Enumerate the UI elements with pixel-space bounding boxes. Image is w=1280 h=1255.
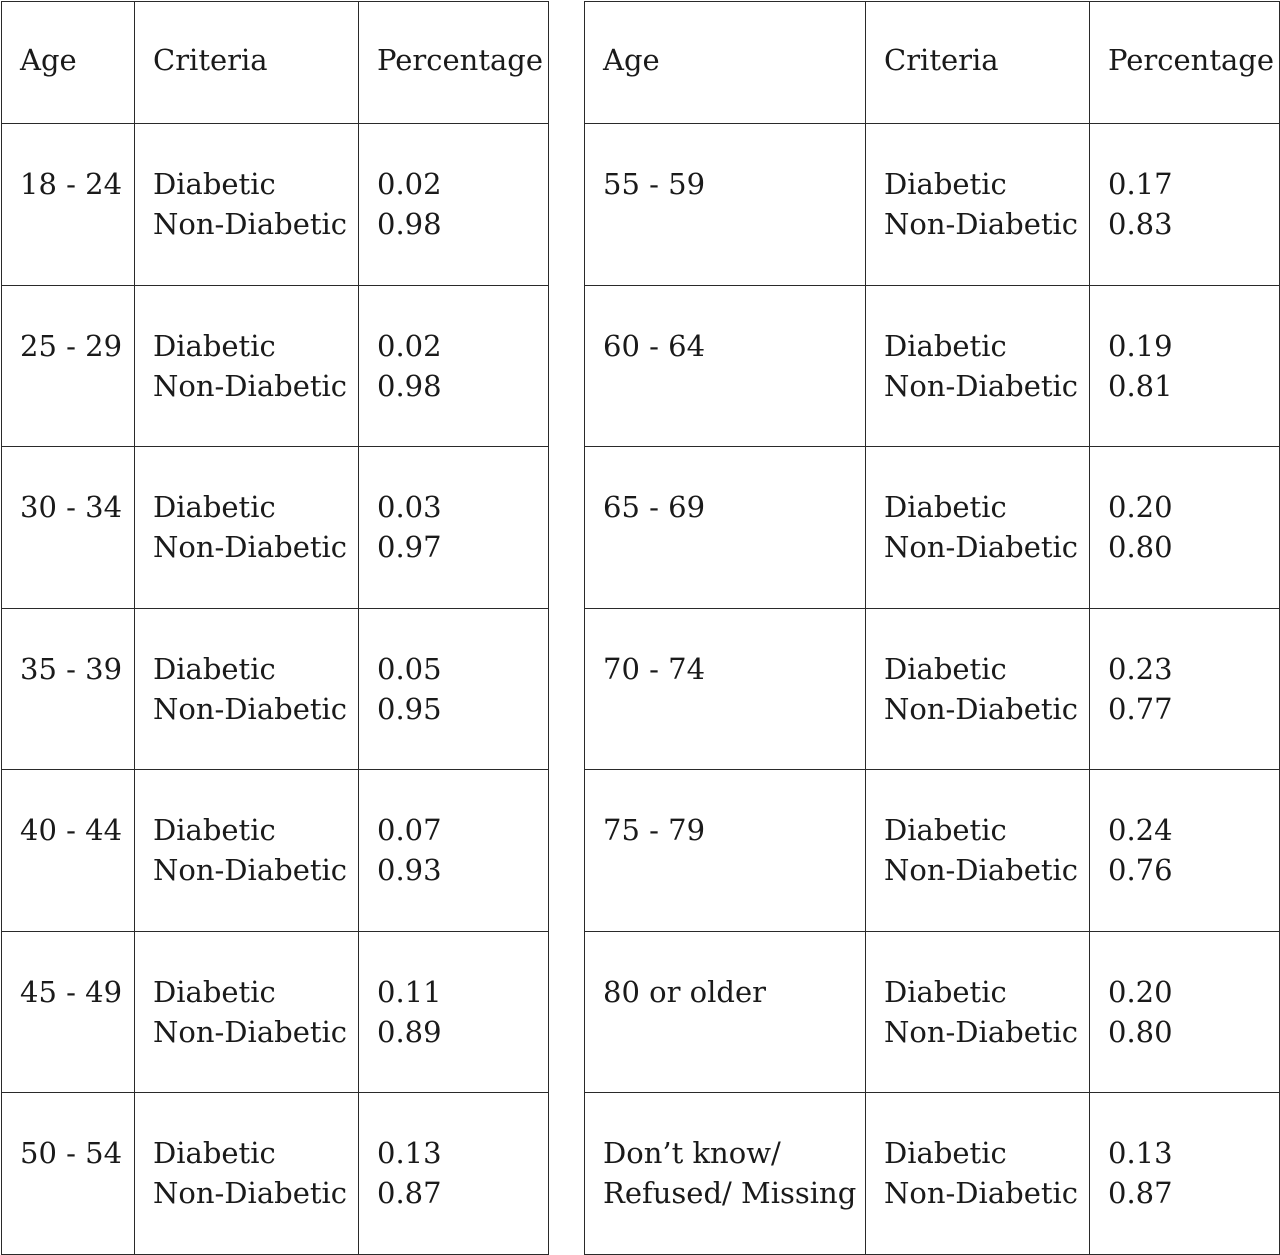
criteria-diabetic: Diabetic — [153, 490, 276, 524]
criteria-cell — [135, 770, 359, 932]
table-row — [585, 285, 1280, 447]
table-row — [2, 931, 549, 1093]
criteria-cell — [135, 124, 359, 286]
criteria-diabetic: Diabetic — [884, 328, 1007, 363]
age-cell: 75 - 79 — [585, 770, 866, 932]
criteria-non-diabetic: Non-Diabetic — [884, 853, 1079, 887]
criteria-diabetic: Diabetic — [884, 974, 1007, 1009]
percentage-cell — [1090, 770, 1280, 932]
percentage-diabetic: 0.02 — [377, 328, 442, 363]
age-cell: 40 - 44 — [2, 770, 135, 932]
table-row — [2, 770, 549, 932]
criteria-non-diabetic: Non-Diabetic — [884, 1176, 1079, 1210]
criteria-cell — [135, 447, 359, 609]
criteria-non-diabetic: Non-Diabetic — [153, 691, 348, 726]
criteria-non-diabetic: Non-Diabetic — [884, 691, 1079, 726]
percentage-cell — [359, 931, 549, 1093]
percentage-cell — [1090, 1093, 1280, 1255]
percentage-cell — [1090, 285, 1280, 447]
age-cell: 60 - 64 — [585, 285, 866, 447]
percentage-diabetic: 0.11 — [377, 974, 442, 1009]
age-cell: 80 or older — [585, 931, 866, 1093]
percentage-non-diabetic: 0.98 — [377, 368, 442, 403]
age-cell: 30 - 34 — [2, 447, 135, 609]
criteria-non-diabetic: Non-Diabetic — [153, 207, 348, 241]
left-table-body — [2, 124, 549, 1255]
percentage-diabetic: 0.13 — [1108, 1136, 1173, 1170]
right-table — [584, 1, 1280, 1255]
percentage-cell — [1090, 124, 1280, 286]
age-cell: 65 - 69 — [585, 447, 866, 609]
criteria-cell — [135, 285, 359, 447]
criteria-cell — [866, 447, 1090, 609]
criteria-diabetic: Diabetic — [884, 813, 1007, 847]
criteria-non-diabetic: Non-Diabetic — [153, 530, 348, 564]
criteria-diabetic: Diabetic — [884, 651, 1007, 686]
criteria-cell — [866, 285, 1090, 447]
percentage-cell — [359, 608, 549, 770]
criteria-diabetic: Diabetic — [153, 974, 276, 1009]
header-age: Age — [2, 2, 135, 124]
percentage-diabetic: 0.24 — [1108, 813, 1173, 847]
percentage-non-diabetic: 0.87 — [1108, 1176, 1173, 1210]
percentage-diabetic: 0.23 — [1108, 651, 1173, 686]
percentage-non-diabetic: 0.87 — [377, 1176, 442, 1210]
table-row — [2, 124, 549, 286]
percentage-non-diabetic: 0.80 — [1108, 1014, 1173, 1049]
criteria-diabetic: Diabetic — [884, 167, 1007, 201]
right-table-body — [585, 124, 1280, 1255]
percentage-cell — [359, 1093, 549, 1255]
table-row — [585, 447, 1280, 609]
left-table — [1, 1, 549, 1255]
table-row — [2, 1093, 549, 1255]
criteria-non-diabetic: Non-Diabetic — [884, 207, 1079, 241]
criteria-non-diabetic: Non-Diabetic — [884, 1014, 1079, 1049]
percentage-diabetic: 0.02 — [377, 167, 442, 201]
percentage-non-diabetic: 0.80 — [1108, 530, 1173, 564]
criteria-diabetic: Diabetic — [153, 167, 276, 201]
age-cell: 50 - 54 — [2, 1093, 135, 1255]
percentage-diabetic: 0.05 — [377, 651, 442, 686]
age-cell: 70 - 74 — [585, 608, 866, 770]
criteria-diabetic: Diabetic — [884, 490, 1007, 524]
age-cell: 45 - 49 — [2, 931, 135, 1093]
age-cell: Don’t know/ Refused/ Missing — [585, 1093, 866, 1255]
age-cell: 35 - 39 — [2, 608, 135, 770]
criteria-diabetic: Diabetic — [153, 813, 276, 847]
criteria-cell — [135, 1093, 359, 1255]
percentage-diabetic: 0.17 — [1108, 167, 1173, 201]
percentage-non-diabetic: 0.93 — [377, 853, 442, 887]
percentage-diabetic: 0.07 — [377, 813, 442, 847]
percentage-diabetic: 0.03 — [377, 490, 442, 524]
table-row — [2, 447, 549, 609]
table-row — [585, 124, 1280, 286]
criteria-cell — [866, 1093, 1090, 1255]
criteria-cell — [866, 770, 1090, 932]
criteria-non-diabetic: Non-Diabetic — [884, 368, 1079, 403]
percentage-diabetic: 0.20 — [1108, 974, 1173, 1009]
percentage-cell — [359, 447, 549, 609]
table-row — [585, 770, 1280, 932]
percentage-cell — [359, 285, 549, 447]
percentage-non-diabetic: 0.89 — [377, 1014, 442, 1049]
criteria-diabetic: Diabetic — [153, 328, 276, 363]
percentage-non-diabetic: 0.95 — [377, 691, 442, 726]
table-row — [2, 285, 549, 447]
header-row — [2, 2, 549, 124]
header-percentage: Percentage — [359, 2, 549, 124]
criteria-non-diabetic: Non-Diabetic — [153, 368, 348, 403]
percentage-non-diabetic: 0.77 — [1108, 691, 1173, 726]
criteria-non-diabetic: Non-Diabetic — [884, 530, 1079, 564]
criteria-non-diabetic: Non-Diabetic — [153, 1176, 348, 1210]
header-criteria: Criteria — [135, 2, 359, 124]
criteria-diabetic: Diabetic — [153, 1136, 276, 1170]
criteria-cell — [135, 608, 359, 770]
percentage-cell — [359, 770, 549, 932]
percentage-non-diabetic: 0.76 — [1108, 853, 1173, 887]
age-cell: 55 - 59 — [585, 124, 866, 286]
percentage-cell — [359, 124, 549, 286]
table-row — [585, 1093, 1280, 1255]
header-criteria: Criteria — [866, 2, 1090, 124]
table-row — [2, 608, 549, 770]
criteria-cell — [866, 931, 1090, 1093]
percentage-diabetic: 0.19 — [1108, 328, 1173, 363]
percentage-cell — [1090, 608, 1280, 770]
header-age: Age — [585, 2, 866, 124]
header-percentage: Percentage — [1090, 2, 1280, 124]
criteria-cell — [135, 931, 359, 1093]
percentage-non-diabetic: 0.98 — [377, 207, 442, 241]
criteria-cell — [866, 124, 1090, 286]
criteria-diabetic: Diabetic — [884, 1136, 1007, 1170]
percentage-diabetic: 0.13 — [377, 1136, 442, 1170]
percentage-non-diabetic: 0.81 — [1108, 368, 1173, 403]
criteria-non-diabetic: Non-Diabetic — [153, 1014, 348, 1049]
table-row — [585, 608, 1280, 770]
percentage-cell — [1090, 447, 1280, 609]
header-row — [585, 2, 1280, 124]
criteria-diabetic: Diabetic — [153, 651, 276, 686]
age-cell: 25 - 29 — [2, 285, 135, 447]
table-row — [585, 931, 1280, 1093]
percentage-diabetic: 0.20 — [1108, 490, 1173, 524]
criteria-non-diabetic: Non-Diabetic — [153, 853, 348, 887]
percentage-non-diabetic: 0.97 — [377, 530, 442, 564]
age-cell: 18 - 24 — [2, 124, 135, 286]
percentage-non-diabetic: 0.83 — [1108, 207, 1173, 241]
criteria-cell — [866, 608, 1090, 770]
percentage-cell — [1090, 931, 1280, 1093]
